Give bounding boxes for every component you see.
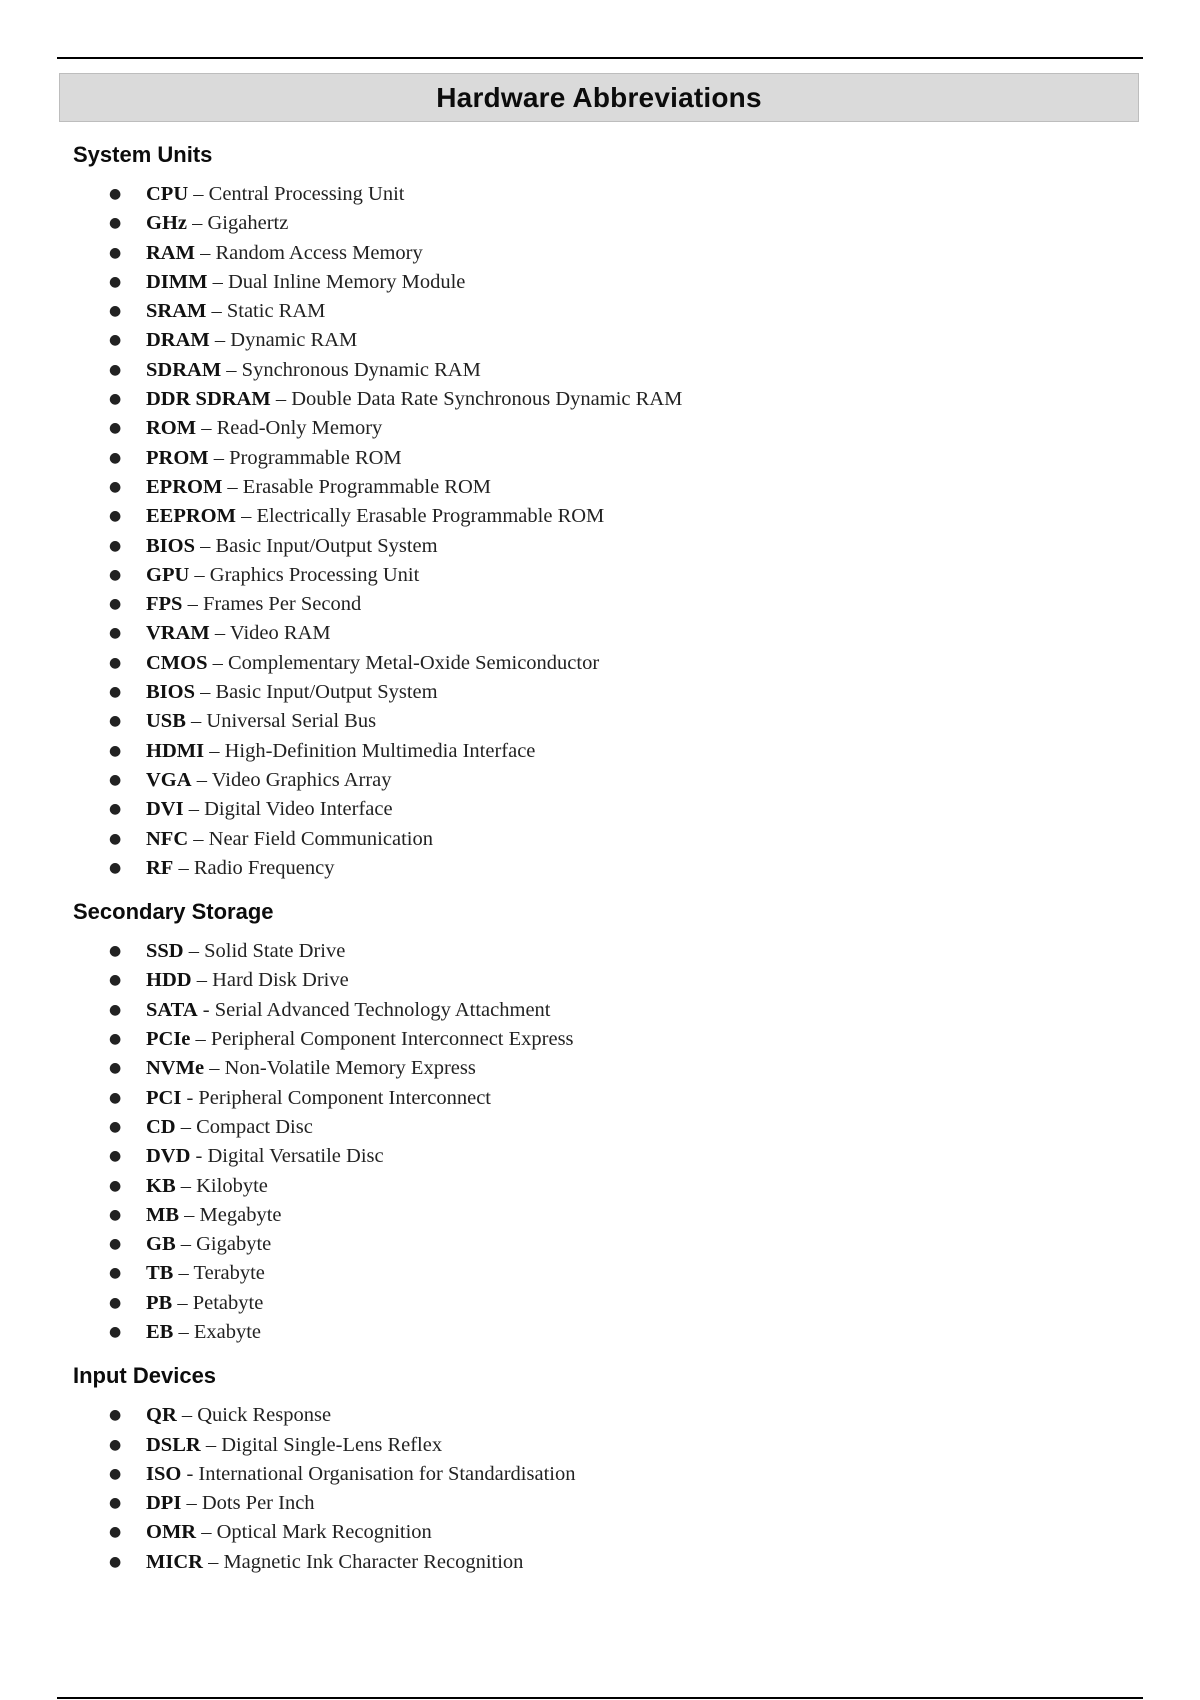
bullet-icon: ● xyxy=(109,972,122,989)
separator: – xyxy=(189,563,210,586)
definition: Video RAM xyxy=(229,622,331,645)
list-item xyxy=(0,180,1200,209)
separator: – xyxy=(196,1521,217,1544)
separator: – xyxy=(207,651,228,674)
definition: Graphics Processing Unit xyxy=(209,563,420,586)
bullet-icon: ● xyxy=(109,830,122,847)
separator: – xyxy=(195,534,216,557)
separator: – xyxy=(191,969,213,992)
list-item xyxy=(0,996,1200,1025)
list-item xyxy=(0,1289,1200,1318)
separator: – xyxy=(175,1174,197,1197)
definition: Double Data Rate Synchronous Dynamic RAM xyxy=(291,388,683,411)
list-item xyxy=(0,1460,1200,1489)
bullet-icon: ● xyxy=(109,391,122,408)
list-item xyxy=(0,1259,1200,1288)
abbreviation-list xyxy=(0,937,1200,1347)
abbreviation: HDD xyxy=(146,969,192,992)
abbreviation: VRAM xyxy=(146,622,210,645)
page-title: Hardware Abbreviations xyxy=(436,81,762,113)
separator: – xyxy=(175,1233,197,1256)
list-item xyxy=(0,326,1200,355)
abbreviation: ROM xyxy=(146,417,197,440)
abbreviation: DDR SDRAM xyxy=(146,388,271,411)
bullet-icon: ● xyxy=(109,537,122,554)
document-body xyxy=(0,140,1200,1577)
bullet-icon: ● xyxy=(109,1236,122,1253)
list-item xyxy=(0,795,1200,824)
separator: – xyxy=(208,446,230,469)
bullet-icon: ● xyxy=(109,186,122,202)
abbreviation: PB xyxy=(146,1291,173,1314)
bullet-icon: ● xyxy=(109,566,122,583)
definition: Universal Serial Bus xyxy=(206,710,377,733)
abbreviation: VGA xyxy=(146,768,192,791)
definition: Magnetic Ink Character Recognition xyxy=(223,1550,524,1573)
separator: – xyxy=(183,798,205,821)
abbreviation: EEPROM xyxy=(146,505,236,528)
abbreviation: CPU xyxy=(146,183,189,205)
bullet-icon: ● xyxy=(109,801,122,818)
abbreviation: GPU xyxy=(146,563,190,586)
definition: Megabyte xyxy=(199,1203,282,1226)
definition: Programmable ROM xyxy=(229,446,402,469)
list-item xyxy=(0,561,1200,590)
list-item xyxy=(0,414,1200,443)
bullet-icon: ● xyxy=(109,1436,122,1453)
section-heading: System Units xyxy=(73,142,213,167)
definition: Quick Response xyxy=(197,1404,332,1427)
definition: Erasable Programmable ROM xyxy=(242,475,492,498)
list-item xyxy=(0,1142,1200,1171)
separator: – xyxy=(181,1492,202,1515)
top-rule xyxy=(57,57,1143,59)
definition: Non-Volatile Memory Express xyxy=(224,1057,476,1080)
abbreviation: DPI xyxy=(146,1492,182,1515)
separator: – xyxy=(204,1057,225,1080)
definition: Petabyte xyxy=(192,1291,264,1314)
separator: – xyxy=(209,329,231,352)
bullet-icon: ● xyxy=(109,1495,122,1512)
definition: High-Definition Multimedia Interface xyxy=(224,739,536,762)
abbreviation: MICR xyxy=(146,1550,203,1573)
definition: Terabyte xyxy=(193,1262,265,1285)
definition: Optical Mark Recognition xyxy=(216,1521,432,1544)
bullet-icon: ● xyxy=(109,1118,122,1135)
abbreviation: DIMM xyxy=(146,270,208,293)
definition: Gigabyte xyxy=(196,1233,272,1256)
list-item xyxy=(0,1054,1200,1083)
abbreviation: FPS xyxy=(146,593,183,616)
definition: Electrically Erasable Programmable ROM xyxy=(256,505,605,528)
abbreviation: BIOS xyxy=(146,534,195,557)
abbreviation: PCI xyxy=(146,1086,182,1109)
list-item xyxy=(0,737,1200,766)
separator: – xyxy=(195,681,216,704)
list-item xyxy=(0,619,1200,648)
separator: – xyxy=(188,183,209,205)
definition: Central Processing Unit xyxy=(208,183,405,205)
bullet-icon: ● xyxy=(109,1553,122,1570)
separator: - xyxy=(197,998,215,1021)
abbreviation: DSLR xyxy=(146,1433,201,1456)
definition: Dots Per Inch xyxy=(201,1492,315,1515)
separator: – xyxy=(202,1550,224,1573)
definition: Frames Per Second xyxy=(202,593,362,616)
definition: Peripheral Component Interconnect Express xyxy=(210,1028,574,1051)
definition: Digital Single-Lens Reflex xyxy=(221,1433,443,1456)
definition: Complementary Metal-Oxide Semiconductor xyxy=(228,651,600,674)
definition: Near Field Communication xyxy=(208,827,433,850)
list-item xyxy=(0,1318,1200,1347)
separator: – xyxy=(235,505,257,528)
abbreviation: KB xyxy=(146,1174,176,1197)
separator: – xyxy=(222,475,243,498)
bullet-icon: ● xyxy=(109,859,122,876)
separator: – xyxy=(183,940,205,963)
definition: Video Graphics Array xyxy=(211,768,392,791)
bullet-icon: ● xyxy=(109,215,122,232)
abbreviation: PCIe xyxy=(146,1028,191,1051)
definition: Dual Inline Memory Module xyxy=(227,270,466,293)
bullet-icon: ● xyxy=(109,1407,122,1424)
abbreviation: NFC xyxy=(146,827,189,850)
bullet-icon: ● xyxy=(109,244,122,261)
bullet-icon: ● xyxy=(109,596,122,613)
section-heading: Input Devices xyxy=(73,1363,217,1389)
bullet-icon: ● xyxy=(109,625,122,642)
separator: – xyxy=(196,417,217,440)
bullet-icon: ● xyxy=(109,1148,122,1165)
list-item xyxy=(0,1548,1200,1577)
list-item xyxy=(0,473,1200,502)
bullet-icon: ● xyxy=(109,273,122,290)
separator: – xyxy=(179,1203,200,1226)
list-item xyxy=(0,502,1200,531)
list-item xyxy=(0,825,1200,854)
list-item xyxy=(0,1201,1200,1230)
separator: – xyxy=(204,739,225,762)
bullet-icon: ● xyxy=(109,1206,122,1223)
separator: – xyxy=(175,1115,197,1138)
separator: – xyxy=(191,768,212,791)
list-item xyxy=(0,1230,1200,1259)
list-item xyxy=(0,385,1200,414)
abbreviation: DVI xyxy=(146,798,184,821)
separator: – xyxy=(207,270,228,293)
separator: – xyxy=(182,593,203,616)
separator: – xyxy=(194,241,216,264)
definition: Digital Video Interface xyxy=(204,798,393,821)
definition: Solid State Drive xyxy=(204,940,346,963)
bullet-icon: ● xyxy=(109,1323,122,1340)
definition: Radio Frequency xyxy=(193,856,335,879)
bullet-icon: ● xyxy=(109,684,122,701)
list-item xyxy=(0,937,1200,966)
abbreviation: CMOS xyxy=(146,651,208,674)
list-item xyxy=(0,766,1200,795)
list-item xyxy=(0,1025,1200,1054)
section-heading: Secondary Storage xyxy=(73,899,274,925)
separator: – xyxy=(209,622,230,645)
abbreviation-list xyxy=(0,180,1200,883)
definition: Basic Input/Output System xyxy=(215,681,438,704)
separator: - xyxy=(181,1086,199,1109)
section-spacer xyxy=(0,1347,1200,1361)
definition: Dynamic RAM xyxy=(230,329,358,352)
definition: Peripheral Component Interconnect xyxy=(198,1086,491,1109)
separator: – xyxy=(190,1028,211,1051)
list-item xyxy=(0,707,1200,736)
separator: – xyxy=(173,1262,194,1285)
definition: Gigahertz xyxy=(207,212,289,235)
list-item xyxy=(0,444,1200,473)
abbreviation: GB xyxy=(146,1233,176,1256)
definition: Kilobyte xyxy=(196,1174,268,1197)
list-item xyxy=(0,268,1200,297)
bullet-icon: ● xyxy=(109,420,122,437)
list-item xyxy=(0,678,1200,707)
separator: – xyxy=(185,710,207,733)
definition: Basic Input/Output System xyxy=(215,534,438,557)
abbreviation: HDMI xyxy=(146,739,205,762)
abbreviation: DRAM xyxy=(146,329,210,352)
list-item xyxy=(0,1113,1200,1142)
definition: Static RAM xyxy=(226,300,326,323)
separator: – xyxy=(188,827,209,850)
bullet-icon: ● xyxy=(109,1524,122,1541)
separator: – xyxy=(173,856,194,879)
title-banner xyxy=(59,73,1139,122)
abbreviation: CD xyxy=(146,1115,176,1138)
abbreviation: OMR xyxy=(146,1521,197,1544)
abbreviation: SDRAM xyxy=(146,358,222,381)
separator: – xyxy=(206,300,227,323)
definition: Read-Only Memory xyxy=(216,417,383,440)
separator: - xyxy=(181,1462,199,1485)
bullet-icon: ● xyxy=(109,742,122,759)
list-item xyxy=(0,532,1200,561)
list-item xyxy=(0,1489,1200,1518)
bullet-icon: ● xyxy=(109,361,122,378)
abbreviation: BIOS xyxy=(146,681,195,704)
abbreviation: MB xyxy=(146,1203,180,1226)
bullet-icon: ● xyxy=(109,1465,122,1482)
abbreviation: PROM xyxy=(146,446,209,469)
bullet-icon: ● xyxy=(109,332,122,349)
list-item xyxy=(0,649,1200,678)
bullet-icon: ● xyxy=(109,771,122,788)
bullet-icon: ● xyxy=(109,1001,122,1018)
definition: Digital Versatile Disc xyxy=(207,1145,384,1168)
separator: – xyxy=(187,212,208,235)
abbreviation-list xyxy=(0,1401,1200,1577)
bullet-icon: ● xyxy=(109,1265,122,1282)
abbreviation: QR xyxy=(146,1404,177,1427)
separator: – xyxy=(200,1433,222,1456)
separator: – xyxy=(176,1404,198,1427)
list-item xyxy=(0,1172,1200,1201)
list-item xyxy=(0,854,1200,883)
abbreviation: SSD xyxy=(146,940,184,963)
separator: – xyxy=(173,1320,194,1343)
definition: Random Access Memory xyxy=(215,241,423,264)
definition: Synchronous Dynamic RAM xyxy=(241,358,481,381)
list-item xyxy=(0,1518,1200,1547)
list-item xyxy=(0,966,1200,995)
abbreviation: GHz xyxy=(146,212,187,235)
definition: International Organisation for Standardisation xyxy=(198,1462,576,1485)
list-item xyxy=(0,1401,1200,1430)
list-item xyxy=(0,1084,1200,1113)
separator: – xyxy=(270,388,292,411)
abbreviation: EB xyxy=(146,1320,174,1343)
abbreviation: NVMe xyxy=(146,1057,205,1080)
bullet-icon: ● xyxy=(109,1294,122,1311)
list-item xyxy=(0,239,1200,268)
definition: Exabyte xyxy=(193,1320,262,1343)
bullet-icon: ● xyxy=(109,478,122,495)
separator: - xyxy=(190,1145,208,1168)
bullet-icon: ● xyxy=(109,1031,122,1048)
abbreviation: ISO xyxy=(146,1462,182,1485)
bullet-icon: ● xyxy=(109,508,122,525)
abbreviation: EPROM xyxy=(146,475,223,498)
definition: Compact Disc xyxy=(196,1115,313,1138)
bullet-icon: ● xyxy=(109,1089,122,1106)
bullet-icon: ● xyxy=(109,1060,122,1077)
list-item xyxy=(0,590,1200,619)
abbreviation: SATA xyxy=(146,998,198,1021)
definition: Serial Advanced Technology Attachment xyxy=(214,998,551,1021)
bullet-icon: ● xyxy=(109,654,122,671)
list-item xyxy=(0,1431,1200,1460)
bullet-icon: ● xyxy=(109,303,122,320)
abbreviation: TB xyxy=(146,1262,174,1285)
bottom-rule xyxy=(57,1697,1143,1699)
list-item xyxy=(0,209,1200,238)
bullet-icon: ● xyxy=(109,713,122,730)
bullet-icon: ● xyxy=(109,1177,122,1194)
abbreviation: RAM xyxy=(146,241,195,264)
section-spacer xyxy=(0,883,1200,897)
bullet-icon: ● xyxy=(109,943,122,960)
abbreviation: SRAM xyxy=(146,300,207,323)
separator: – xyxy=(221,358,242,381)
list-item xyxy=(0,297,1200,326)
abbreviation: DVD xyxy=(146,1145,191,1168)
abbreviation: USB xyxy=(146,710,186,733)
definition: Hard Disk Drive xyxy=(212,969,349,992)
separator: – xyxy=(172,1291,193,1314)
bullet-icon: ● xyxy=(109,449,122,466)
list-item xyxy=(0,356,1200,385)
abbreviation: RF xyxy=(146,856,174,879)
